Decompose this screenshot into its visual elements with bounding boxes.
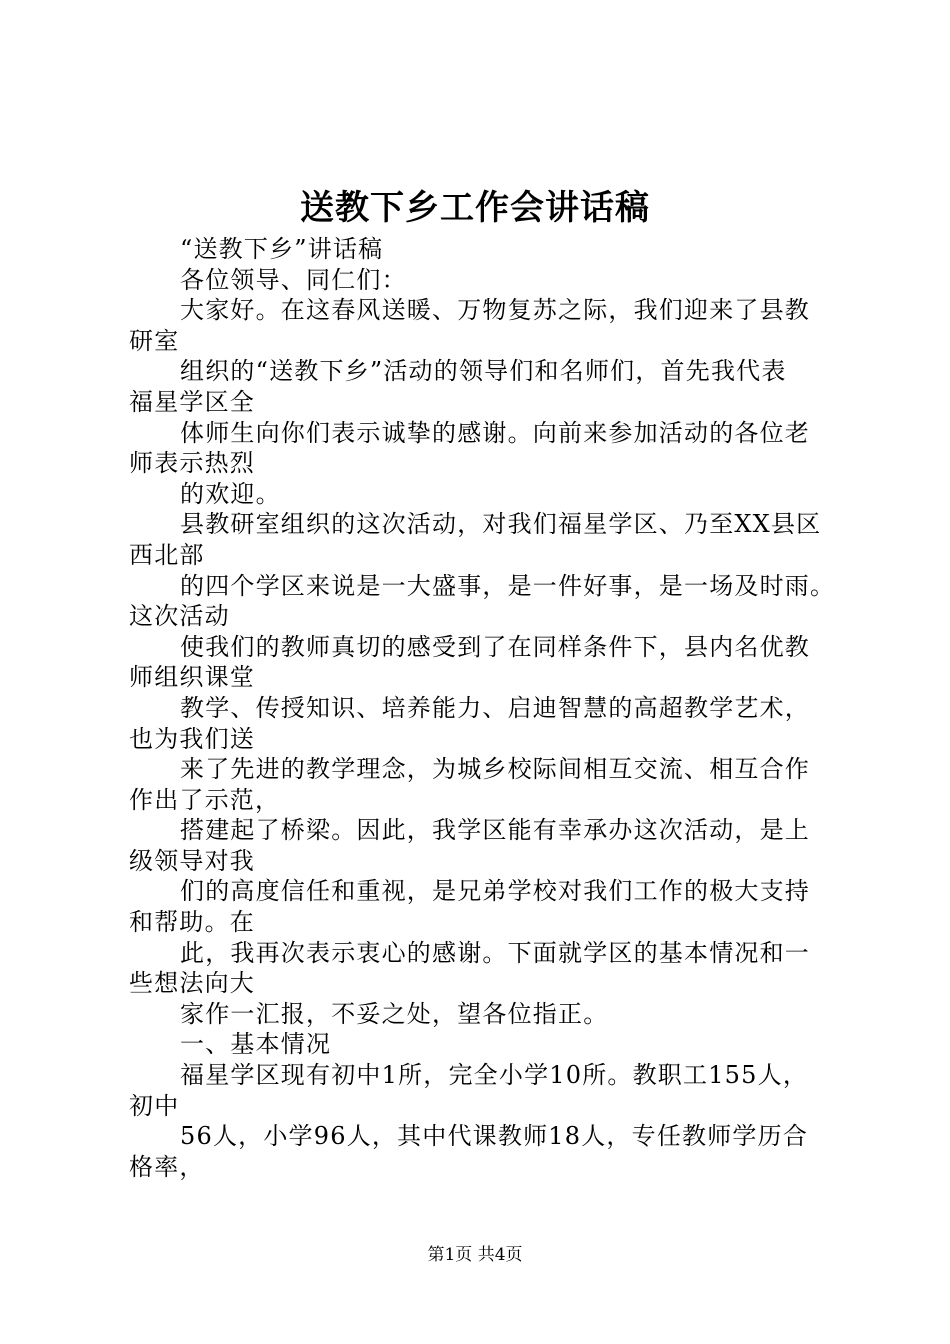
text-line: 研室 bbox=[129, 326, 180, 355]
text-line: 大家好。在这春风送暖、万物复苏之际，我们迎来了县教 bbox=[180, 296, 810, 325]
text-line: 来了先进的教学理念，为城乡校际间相互交流、相互合作 bbox=[180, 755, 810, 784]
text-line: 些想法向大 bbox=[129, 969, 255, 998]
text-line: 教学、传授知识、培养能力、启迪智慧的高超教学艺术， bbox=[180, 693, 810, 722]
text-line: 体师生向你们表示诚挚的感谢。向前来参加活动的各位老 bbox=[180, 418, 810, 447]
text-line: 级领导对我 bbox=[129, 846, 255, 875]
text-line: 作出了示范， bbox=[129, 785, 281, 814]
text-line: 初中 bbox=[129, 1091, 180, 1120]
page-number: 第1页 共4页 bbox=[427, 1245, 523, 1265]
text-line: 56人，小学96人，其中代课教师18人，专任教师学历合 bbox=[180, 1122, 809, 1151]
text-line: 格率， bbox=[129, 1152, 205, 1181]
text-line: 一、基本情况 bbox=[180, 1030, 332, 1059]
text-line: 使我们的教师真切的感受到了在同样条件下，县内名优教 bbox=[180, 632, 810, 661]
text-line: 福星学区全 bbox=[129, 387, 255, 416]
document-body bbox=[129, 234, 849, 1182]
text-line: 师组织课堂 bbox=[129, 663, 255, 692]
text-line: 的四个学区来说是一大盛事，是一件好事，是一场及时雨。 bbox=[180, 571, 836, 600]
text-line: 师表示热烈 bbox=[129, 449, 255, 478]
text-line: 和帮助。在 bbox=[129, 908, 255, 937]
text-line: 组织的“送教下乡”活动的领导们和名师们，首先我代表 bbox=[180, 357, 787, 386]
text-line: 这次活动 bbox=[129, 602, 230, 631]
text-line: 此，我再次表示衷心的感谢。下面就学区的基本情况和一 bbox=[180, 938, 810, 967]
text-line: “送教下乡”讲话稿 bbox=[180, 235, 384, 263]
document-title: 送教下乡工作会讲话稿 bbox=[300, 188, 650, 228]
text-line: 各位领导、同仁们： bbox=[180, 265, 407, 294]
text-line: 的欢迎。 bbox=[180, 479, 281, 508]
text-line: 们的高度信任和重视，是兄弟学校对我们工作的极大支持 bbox=[180, 877, 810, 906]
text-line: 家作一汇报，不妥之处，望各位指正。 bbox=[180, 999, 609, 1028]
text-line: 搭建起了桥梁。因此，我学区能有幸承办这次活动，是上 bbox=[180, 816, 810, 845]
text-line: 福星学区现有初中1所，完全小学10所。教职工155人， bbox=[180, 1061, 809, 1090]
text-line: 也为我们送 bbox=[129, 724, 255, 753]
text-line: 县教研室组织的这次活动，对我们福星学区、乃至XX县区 bbox=[180, 510, 822, 539]
text-line: 西北部 bbox=[129, 540, 205, 569]
